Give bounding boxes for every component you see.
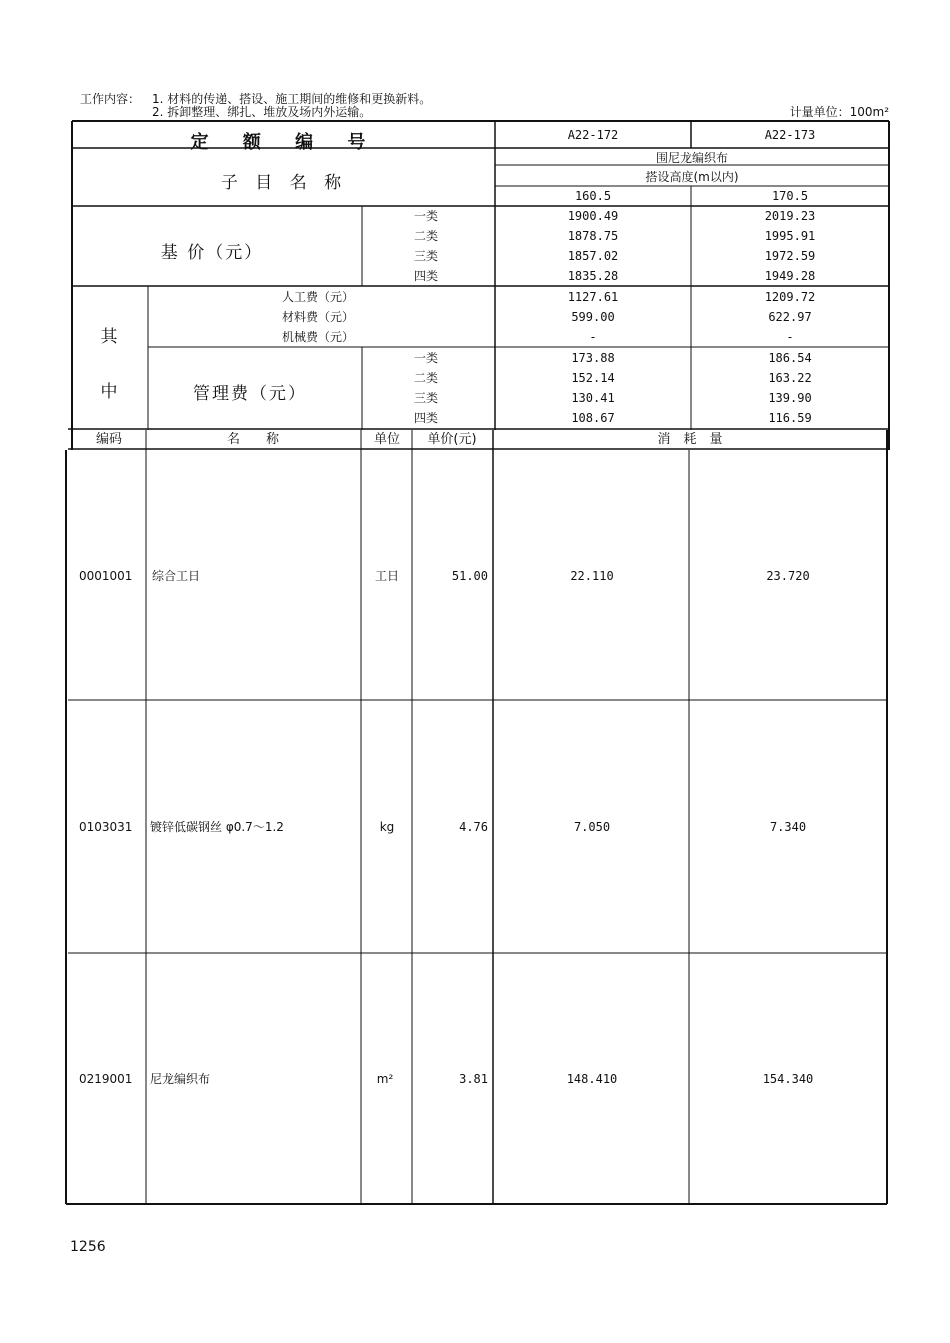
height-2: 170.5 (771, 189, 809, 203)
base-price-1-a: 1900.49 (567, 209, 619, 223)
item-group: 围尼龙编织布 (655, 151, 729, 165)
row-1-unit: 工日 (374, 569, 400, 583)
row-2-price: 4.76 (459, 820, 488, 834)
base-category-1: 一类 (414, 209, 439, 223)
row-2-qty-b: 7.340 (769, 820, 807, 834)
mgmt-1-b: 186.54 (768, 351, 812, 365)
row-1-qty-b: 23.720 (766, 569, 810, 583)
mgmt-category-3: 三类 (414, 391, 439, 405)
base-price-2-a: 1878.75 (567, 229, 619, 243)
machine-a: - (589, 330, 597, 344)
machine-label: 机械费（元） (281, 330, 355, 344)
material-b: 622.97 (768, 310, 812, 324)
quota-number-label: 定 额 编 号 (190, 132, 380, 153)
mgmt-3-b: 139.90 (768, 391, 812, 405)
page-number: 1256 (70, 1239, 106, 1255)
base-category-2: 二类 (414, 229, 439, 243)
row-2-name: 镀锌低碳钢丝 φ0.7～1.2 (150, 820, 284, 834)
mgmt-2-a: 152.14 (571, 371, 615, 385)
mgmt-1-a: 173.88 (571, 351, 615, 365)
row-1-qty-a: 22.110 (570, 569, 614, 583)
col-name-header: 名 称 (226, 432, 280, 447)
labor-label: 人工费（元） (281, 290, 355, 304)
item-subtitle: 搭设高度(m以内) (645, 170, 739, 184)
row-3-name: 尼龙编织布 (150, 1072, 211, 1086)
work-item-1: 1. 材料的传递、搭设、施工期间的维修和更换新料。 (152, 92, 432, 106)
row-2-qty-a: 7.050 (573, 820, 611, 834)
base-category-4: 四类 (414, 269, 439, 283)
col-price-header: 单价(元) (427, 432, 477, 447)
mgmt-4-a: 108.67 (571, 411, 615, 425)
base-price-1-b: 2019.23 (764, 209, 816, 223)
row-3-qty-a: 148.410 (566, 1072, 618, 1086)
row-2-code: 0103031 (79, 820, 133, 834)
mgmt-2-b: 163.22 (768, 371, 812, 385)
row-1-price: 51.00 (451, 569, 488, 583)
unit-note: 计量单位：100m² (789, 105, 889, 119)
material-label: 材料费（元） (281, 310, 355, 324)
base-price-2-b: 1995.91 (764, 229, 816, 243)
height-1: 160.5 (574, 189, 612, 203)
base-price-3-b: 1972.59 (764, 249, 816, 263)
row-3-qty-b: 154.340 (762, 1072, 814, 1086)
mgmt-label: 管理费（元） (193, 384, 307, 404)
row-3-unit: m² (376, 1072, 394, 1086)
mgmt-4-b: 116.59 (768, 411, 812, 425)
mgmt-category-1: 一类 (414, 351, 439, 365)
labor-a: 1127.61 (567, 290, 619, 304)
item-name-label: 子 目 名 称 (220, 173, 348, 193)
row-1-name: 综合工日 (152, 569, 201, 583)
row-3-price: 3.81 (459, 1072, 488, 1086)
quota-code-1: A22-172 (567, 128, 619, 142)
mgmt-category-2: 二类 (414, 371, 439, 385)
col-code-header: 编码 (95, 432, 123, 447)
work-item-2: 2. 拆卸整理、绑扎、堆放及场内外运输。 (152, 105, 372, 119)
base-price-3-a: 1857.02 (567, 249, 619, 263)
base-price-4-b: 1949.28 (764, 269, 816, 283)
base-price-label: 基 价（元） (160, 243, 264, 263)
col-unit-header: 单位 (373, 432, 401, 447)
quota-code-2: A22-173 (764, 128, 816, 142)
machine-b: - (786, 330, 794, 344)
among-char-2: 中 (100, 382, 120, 402)
material-a: 599.00 (571, 310, 615, 324)
row-1-code: 0001001 (79, 569, 133, 583)
base-price-4-a: 1835.28 (567, 269, 619, 283)
among-char-1: 其 (100, 327, 120, 347)
work-content-label: 工作内容： (80, 92, 141, 106)
mgmt-3-a: 130.41 (571, 391, 615, 405)
row-2-unit: kg (379, 820, 395, 834)
base-category-3: 三类 (414, 249, 439, 263)
col-consumption-header: 消 耗 量 (657, 432, 723, 447)
row-3-code: 0219001 (79, 1072, 133, 1086)
labor-b: 1209.72 (764, 290, 816, 304)
mgmt-category-4: 四类 (414, 411, 439, 425)
